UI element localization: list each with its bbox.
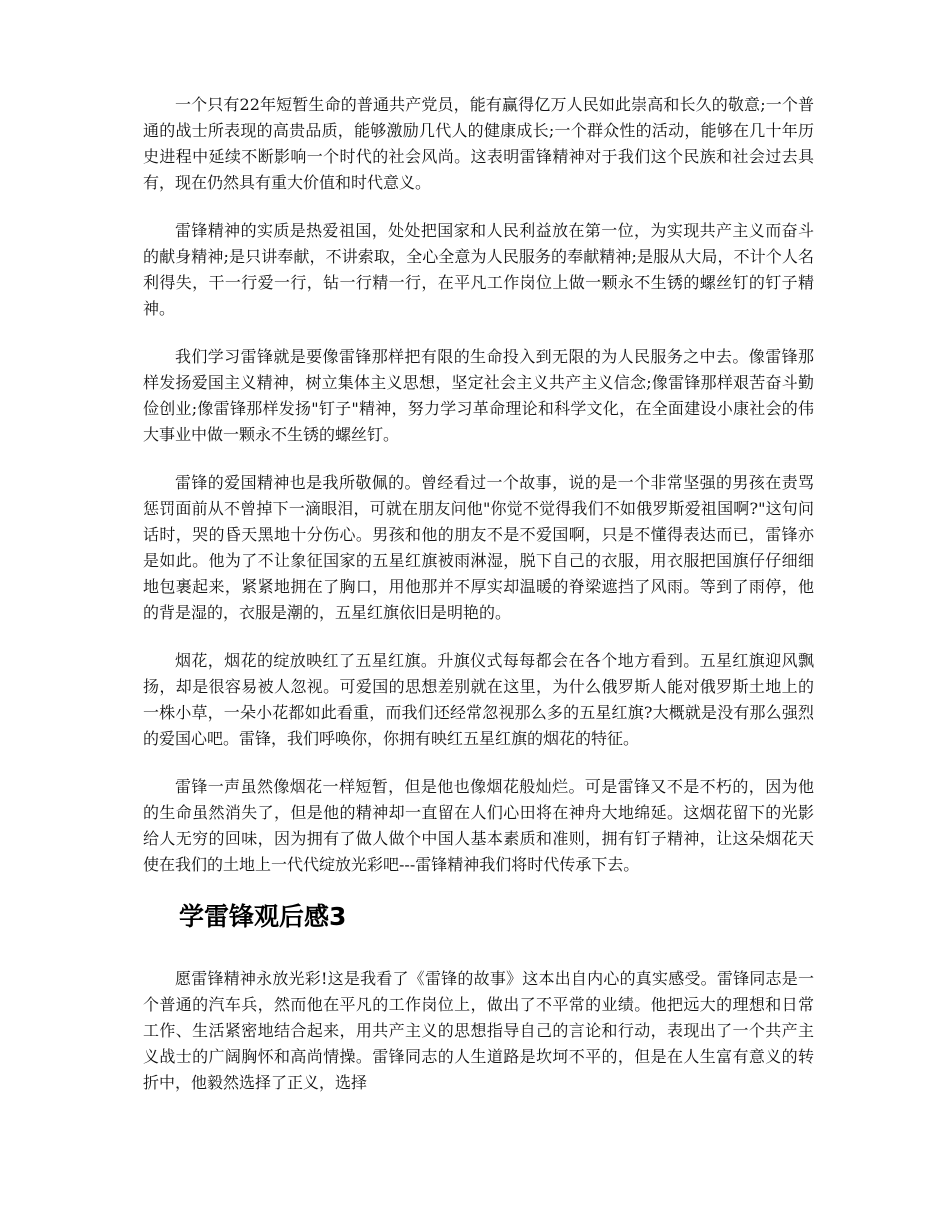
paragraph-5: 烟花，烟花的绽放映红了五星红旗。升旗仪式每每都会在各个地方看到。五星红旗迎风飘扬，却是很容易被人忽视。可爱国的思想差别就在这里，为什么俄罗斯人能对俄罗斯土地上的一株小草，一朵小花都如此看重，而我们还经常忽视那么多的五星红旗?大概就是没有那么强烈的爱国心吧。雷锋，我们呼唤你，你拥有映红五星红旗的烟花的特征。: [143, 651, 814, 748]
section-heading: 学雷锋观后感3: [179, 902, 347, 931]
paragraph-4: 雷锋的爱国精神也是我所敬佩的。曾经看过一个故事，说的是一个非常坚强的男孩在责骂惩罚面前从不曾掉下一滴眼泪，可就在朋友问他"你觉不觉得我们不如俄罗斯爱祖国啊?"这句问话时，哭的昏天黑地十分伤心。男孩和他的朋友不是不爱国啊，只是不懂得表达而已，雷锋亦是如此。他为了不让象征国家的五星红旗被雨淋湿，脱下自己的衣服，用衣服把国旗仔仔细细地包裹起来，紧紧地拥在了胸口，用他那并不厚实却温暖的脊梁遮挡了风雨。等到了雨停，他的背是湿的，衣服是潮的，五星红旗依旧是明艳的。: [143, 473, 814, 622]
paragraph-3: 我们学习雷锋就是要像雷锋那样把有限的生命投入到无限的为人民服务之中去。像雷锋那样发扬爱国主义精神，树立集体主义思想，坚定社会主义共产主义信念;像雷锋那样艰苦奋斗勤俭创业;像雷锋那样发扬"钉子"精神，努力学习革命理论和科学文化，在全面建设小康社会的伟大事业中做一颗永不生锈的螺丝钉。: [143, 347, 814, 444]
paragraph-6: 雷锋一声虽然像烟花一样短暂，但是他也像烟花般灿烂。可是雷锋又不是不朽的，因为他的生命虽然消失了，但是他的精神却一直留在人们心田将在神舟大地绵延。这烟花留下的光影给人无穷的回味，因为拥有了做人做个中国人基本素质和准则，拥有钉子精神，让这朵烟花天使在我们的土地上一代代绽放光彩吧---雷锋精神我们将时代传承下去。: [143, 777, 814, 874]
document-page: [143, 92, 814, 1118]
paragraph-2: 雷锋精神的实质是热爱祖国，处处把国家和人民利益放在第一位，为实现共产主义而奋斗的献身精神;是只讲奉献，不讲索取，全心全意为人民服务的奉献精神;是服从大局，不计个人名利得失，干一行爱一行，钻一行精一行，在平凡工作岗位上做一颗永不生锈的螺丝钉的钉子精神。: [143, 221, 814, 318]
paragraph-7: 愿雷锋精神永放光彩!这是我看了《雷锋的故事》这本出自内心的真实感受。雷锋同志是一个普通的汽车兵，然而他在平凡的工作岗位上，做出了不平常的业绩。他把远大的理想和日常工作、生活紧密地结合起来，用共产主义的思想指导自己的言论和行动，表现出了一个共产主义战士的广阔胸怀和高尚情操。雷锋同志的人生道路是坎坷不平的，但是在人生富有意义的转折中，他毅然选择了正义，选择: [143, 969, 814, 1092]
paragraph-1: 一个只有22年短暂生命的普通共产党员，能有赢得亿万人民如此崇高和长久的敬意;一个普通的战士所表现的高贵品质，能够激励几代人的健康成长;一个群众性的活动，能够在几十年历史进程中延续不断影响一个时代的社会风尚。这表明雷锋精神对于我们这个民族和社会过去具有，现在仍然具有重大价值和时代意义。: [143, 95, 814, 192]
